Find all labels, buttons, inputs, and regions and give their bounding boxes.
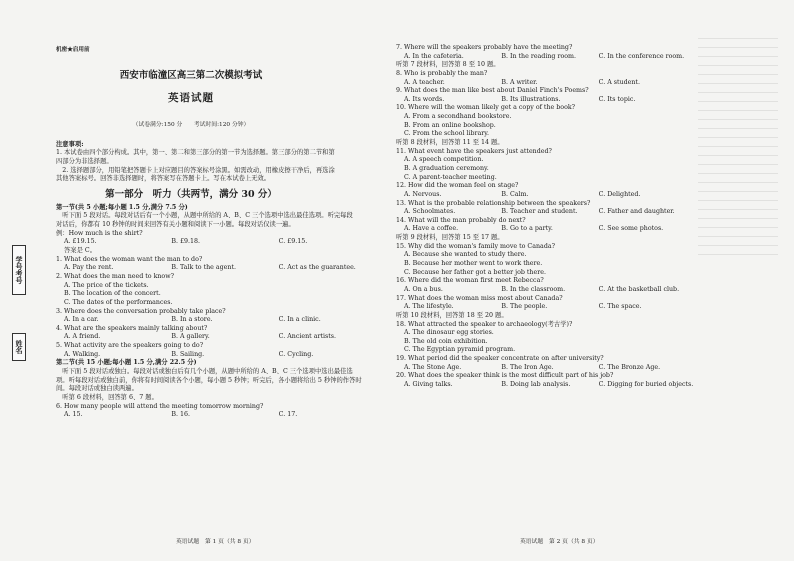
option: A. The price of the tickets. xyxy=(64,281,149,289)
exam-subject: 英语试题 xyxy=(168,91,214,104)
options-row xyxy=(56,411,386,420)
listening-material-label: 听第 6 段材料，回答第 6、7 题。 xyxy=(56,393,158,401)
option: A. The lifestyle. xyxy=(404,303,454,311)
options-row xyxy=(396,286,696,295)
example-options xyxy=(56,238,386,247)
option: A. Its words. xyxy=(404,95,445,103)
left-page xyxy=(56,46,386,420)
options-row xyxy=(56,316,386,325)
option: C. 17. xyxy=(278,411,298,419)
instruction-line: 间。每段对话或独白读两遍。 xyxy=(56,385,138,393)
option: C. Its topic. xyxy=(598,95,636,103)
listening-material-label: 听第 8 段材料，回答第 11 至 14 题。 xyxy=(396,139,504,147)
bleed-through-text xyxy=(698,38,778,258)
option: C. The Bronze Age. xyxy=(598,363,661,371)
option: B. In a store. xyxy=(171,316,213,324)
option: A. Because she wanted to study there. xyxy=(404,251,527,259)
question: 18. What attracted the speaker to archaeology(考古学)? xyxy=(396,320,573,328)
option: B. Its illustrations. xyxy=(501,95,561,103)
options-row xyxy=(396,225,696,234)
option: B. Talk to the agent. xyxy=(171,264,236,272)
option: A. From a secondhand bookstore. xyxy=(404,113,512,121)
option: C. In the conference room. xyxy=(598,52,685,60)
option: A. The dinosaur egg stories. xyxy=(404,329,494,337)
question: 17. What does the woman miss most about Canada? xyxy=(396,294,563,302)
option: C. £9.15. xyxy=(278,238,308,246)
option: A. The Stone Age. xyxy=(404,363,462,371)
option: A. 15. xyxy=(64,411,83,419)
option: B. The Iron Age. xyxy=(501,363,554,371)
option: C. At the basketball club. xyxy=(598,285,680,293)
question: 1. What does the woman want the man to do? xyxy=(56,255,203,263)
example-question: 例：How much is the shirt? xyxy=(56,229,143,237)
instruction-line: 项。听每段对话或独白前，你将有时间阅读各个小题，每小题 5 秒钟；听完后，各小题将给出 5 秒钟的作答时 xyxy=(56,376,362,384)
exam-title: 西安市临潼区高三第二次模拟考试 xyxy=(119,69,263,81)
option: C. Ancient artists. xyxy=(278,333,337,341)
option: B. Because her mother went to work there. xyxy=(404,260,543,268)
option: C. Cycling. xyxy=(278,350,314,358)
listening-material-label: 听第 9 段材料，回答第 15 至 17 题。 xyxy=(396,234,504,242)
question: 12. How did the woman feel on stage? xyxy=(396,182,519,190)
note-line: 1. 本试卷由四个部分构成。其中，第一、第二和第三部分的第一节为选择题。第三部分的第二节和第 xyxy=(56,149,335,157)
option: B. Go to a party. xyxy=(501,225,553,233)
question: 6. How many people will attend the meeting tomorrow morning? xyxy=(56,402,264,410)
option: B. Calm. xyxy=(501,190,529,198)
example-answer: 答案是 C。 xyxy=(64,247,97,255)
option: C. Digging for buried objects. xyxy=(598,380,694,388)
option: C. The Egyptian pyramid program. xyxy=(404,346,516,354)
option: C. Father and daughter. xyxy=(598,208,675,216)
options-row xyxy=(396,208,696,217)
question: 15. Why did the woman's family move to Canada? xyxy=(396,242,555,250)
notes-heading: 注意事项: xyxy=(56,140,84,148)
page-footer-right: 英语试题 第 2 页（共 8 页） xyxy=(520,539,599,545)
option: B. Doing lab analysis. xyxy=(501,380,571,388)
option: B. A gallery. xyxy=(171,333,210,341)
option: B. The location of the concert. xyxy=(64,290,161,298)
option: C. Act as the guarantee. xyxy=(278,264,356,272)
note-line: 其他答案标号。回答非选择题时，将答案写在答题卡上。写在本试卷上无效。 xyxy=(56,175,271,183)
binding-margin xyxy=(0,183,28,368)
question: 20. What does the speaker think is the most difficult part of his job? xyxy=(396,372,614,380)
question: 19. What period did the speaker concentrate on after university? xyxy=(396,355,604,363)
question: 16. Where did the woman first meet Rebecca? xyxy=(396,277,544,285)
option: C. A parent-teacher meeting. xyxy=(404,173,497,181)
option: B. A graduation ceremony. xyxy=(404,164,489,172)
option: A. Schoolmates. xyxy=(404,208,456,216)
option: B. Sailing. xyxy=(171,350,205,358)
option: A. Pay the rent. xyxy=(64,264,114,272)
option: B. £9.18. xyxy=(171,238,200,246)
listening-material-label: 听第 10 段材料，回答第 18 至 20 题。 xyxy=(396,311,508,319)
option: B. The old coin exhibition. xyxy=(404,337,488,345)
option: A. In the cafeteria. xyxy=(404,52,464,60)
instruction-line: 听下面 5 段对话。每段对话后有一个小题，从题中所给的 A、B、C 三个选项中选出最佳选项。听完每段 xyxy=(56,212,353,220)
option: B. The people. xyxy=(501,303,548,311)
option: C. From the school library. xyxy=(404,130,490,138)
question: 2. What does the man need to know? xyxy=(56,272,174,280)
option: C. The dates of the performances. xyxy=(64,298,173,306)
question: 14. What will the man probably do next? xyxy=(396,216,526,224)
question: 9. What does the man like best about Daniel Finch's Poems? xyxy=(396,87,589,95)
options-row xyxy=(56,333,386,342)
option: A. Giving talks. xyxy=(404,380,453,388)
question: 13. What is the probable relationship between the speakers? xyxy=(396,199,591,207)
student-number-box: 学号考号 xyxy=(12,245,26,295)
option: B. 16. xyxy=(171,411,190,419)
option: A. Walking. xyxy=(64,350,101,358)
option: C. In a clinic. xyxy=(278,316,321,324)
question: 11. What event have the speakers just attended? xyxy=(396,147,552,155)
option: A. On a bus. xyxy=(404,285,443,293)
options-row xyxy=(396,96,696,105)
option: B. From an online bookshop. xyxy=(404,121,496,129)
question: 8. Who is probably the man? xyxy=(396,69,488,77)
option: A. Nervous. xyxy=(404,190,442,198)
options-row xyxy=(396,79,696,88)
note-line: 2. 选择题部分，用铅笔把答题卡上对应题目的答案标号涂黑。如需改动，用橡皮擦干净后，再选涂 xyxy=(56,166,335,174)
question: 5. What activity are the speakers going to do? xyxy=(56,342,204,350)
option: C. The space. xyxy=(598,303,642,311)
note-line: 四部分为非选择题。 xyxy=(56,157,113,165)
right-page xyxy=(396,44,696,390)
question: 3. Where does the conversation probably take place? xyxy=(56,307,226,315)
question: 7. Where will the speakers probably have the meeting? xyxy=(396,44,573,51)
exam-meta: （试卷满分:150 分 考试时间:120 分钟） xyxy=(132,121,250,128)
option: B. A writer. xyxy=(501,78,538,86)
instruction-line: 听下面 5 段对话或独白。每段对话或独白后有几个小题，从题中所给的 A、B、C 三个选项中选出最佳选 xyxy=(56,368,353,376)
option: A. A teacher. xyxy=(404,78,445,86)
options-row xyxy=(56,264,386,273)
options-row xyxy=(396,53,696,62)
option: C. Because her father got a better job there. xyxy=(404,268,546,276)
section2-heading: 第二节(共 15 小题;每小题 1.5 分,满分 22.5 分) xyxy=(56,359,197,367)
option: A. £19.15. xyxy=(64,238,97,246)
option: B. In the reading room. xyxy=(501,52,577,60)
option: A. A friend. xyxy=(64,333,101,341)
question: 10. Where will the woman likely get a copy of the book? xyxy=(396,104,576,112)
name-box: 姓名 xyxy=(12,333,26,361)
options-row xyxy=(396,381,696,390)
section1-heading: 第一节(共 5 小题;每小题 1.5 分,满分 7.5 分) xyxy=(56,203,188,211)
option: C. Delighted. xyxy=(598,190,641,198)
confidential-mark: 机密★启用前 xyxy=(56,47,90,53)
question: 4. What are the speakers mainly talking about? xyxy=(56,324,208,332)
option: B. Teacher and student. xyxy=(501,208,578,216)
option: C. See some photos. xyxy=(598,225,664,233)
options-row xyxy=(396,364,696,373)
part1-heading: 第一部分 听力（共两节，满分 30 分） xyxy=(105,188,277,200)
options-row xyxy=(396,303,696,312)
option: A. A speech competition. xyxy=(404,156,484,164)
options-row xyxy=(396,191,696,200)
instruction-line: 对话后，你都有 10 秒钟的时间来回答有关小题和阅读下一小题。每段对话仅读一遍。 xyxy=(56,221,295,229)
page-footer-left: 英语试题 第 1 页（共 8 页） xyxy=(176,539,255,545)
option: B. In the classroom. xyxy=(501,285,566,293)
listening-material-label: 听第 7 段材料，回答第 8 至 10 题。 xyxy=(396,61,500,69)
option: A. Have a coffee. xyxy=(404,225,459,233)
option: C. A student. xyxy=(598,78,640,86)
option: A. In a car. xyxy=(64,316,99,324)
